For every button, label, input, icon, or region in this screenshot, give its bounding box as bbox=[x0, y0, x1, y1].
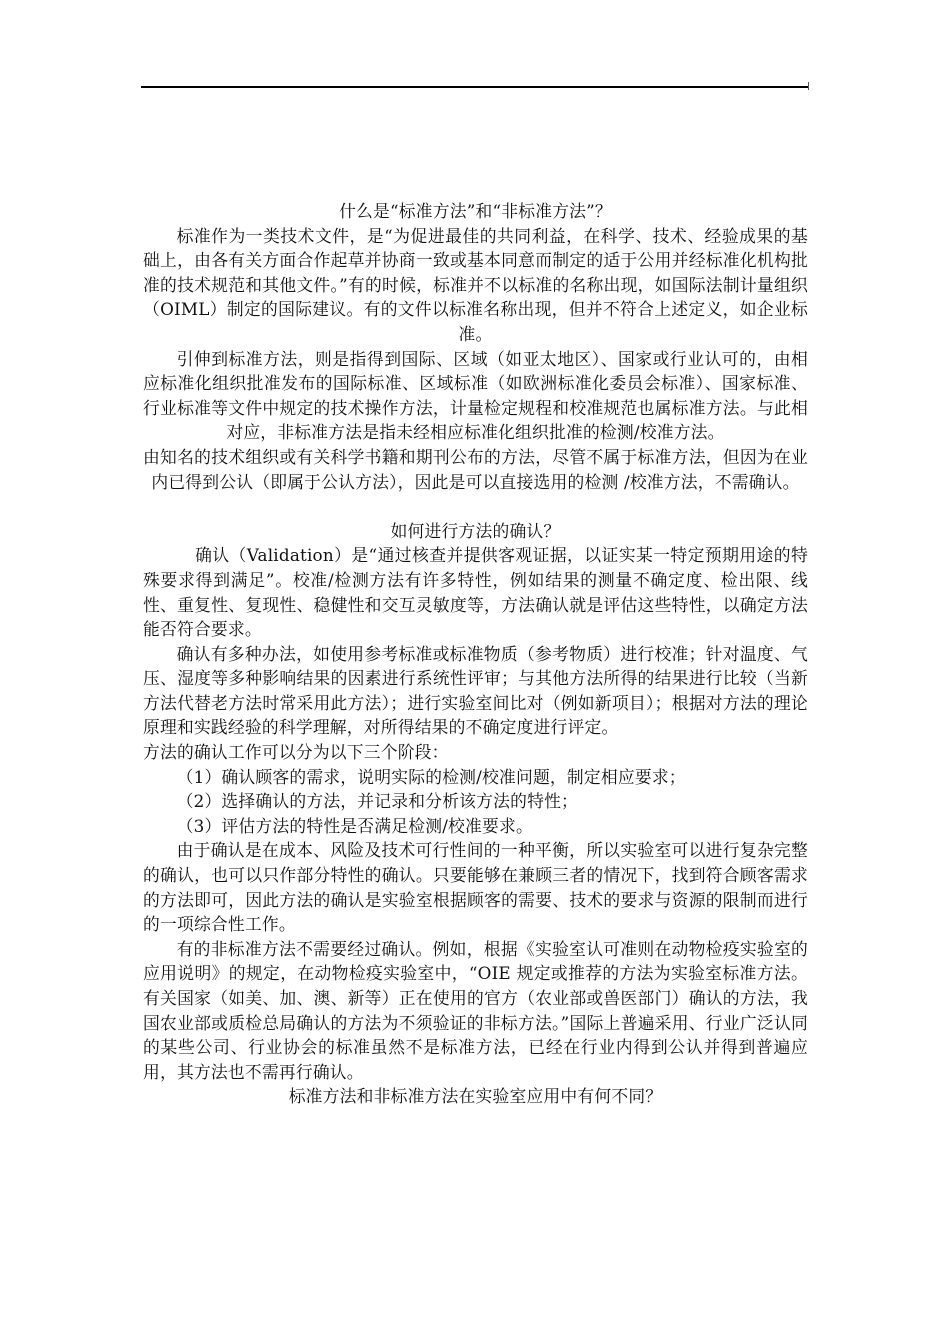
paragraph-nonstandard-no-validation: 有的非标准方法不需要经过确认。例如，根据《实验室认可准则在动物检疫实验室的应用说明》的规定，在动物检疫实验室中，“OIE 规定或推荐的方法为实验室标准方法。有关国家（如美、加、澳、新等）正在使用的官方（农业部或兽医部门）确认的方法，我国农业部或质检总局确认的方法为不须验证的非标方法。”国际上普遍采用、行业广泛认同的某些公司、行业协会的标准虽然不是标准方法，已经在行业内得到公认并得到普遍应用，其方法也不需再行确认。 bbox=[143, 938, 808, 1082]
blank-line bbox=[143, 494, 808, 519]
paragraph-validation-stages-intro: 方法的确认工作可以分为以下三个阶段： bbox=[143, 742, 449, 763]
paragraph-validation-definition: 确认（Validation）是“通过核查并提供客观证据，以证实某一特定预期用途的特殊要求得到满足”。校准/检测方法有许多特性，例如结果的测量不确定度、检出限、线性、重复性、复现性、稳健性和交互灵敏度等，方法确认就是评估这些特性，以确定方法能否符合要求。 bbox=[143, 545, 808, 640]
header-rule bbox=[141, 86, 808, 88]
paragraph-validation-balance: 由于确认是在成本、风险及技术可行性间的一种平衡，所以实验室可以进行复杂完整的确认，也可以只作部分特性的确认。只要能够在兼顾三者的情况下，找到符合顾客需求的方法即可，因此方法的确认是实验室根据顾客的需要、技术的要求与资源的限制而进行的一项综合性工作。 bbox=[143, 840, 808, 935]
paragraph-recognized-methods: 由知名的技术组织或有关科学书籍和期刊公布的方法，尽管不属于标准方法，但因为在业内已得到公认（即属于公认方法），因此是可以直接选用的检测 /校准方法，不需确认。 bbox=[143, 446, 808, 492]
list-item-stage-1: （1）确认顾客的需求，说明实际的检测/校准问题，制定相应要求； bbox=[176, 766, 686, 787]
document-body bbox=[143, 199, 808, 1109]
paragraph-standard-definition: 标准作为一类技术文件，是“为促进最佳的共同利益，在科学、技术、经验成果的基础上，由各有关方面合作起草并协商一致或基本同意而制定的适于公用并经标准化机构批准的技术规范和其他文件。”有的时候，标准并不以标准的名称出现，如国际法制计量组织（OIML）制定的国际建议。有的文件以标准名称出现，但并不符合上述定义，如企业标准。 bbox=[143, 225, 808, 344]
section-title-differences: 标准方法和非标准方法在实验室应用中有何不同？ bbox=[288, 1086, 663, 1107]
paragraph-validation-approaches: 确认有多种办法，如使用参考标准或标准物质（参考物质）进行校准；针对温度、气压、湿度等多种影响结果的因素进行系统性评审；与其他方法所得的结果进行比较（当新方法代替老方法时常采用此方法）；进行实验室间比对（例如新项目）；根据对方法的理论原理和实践经验的科学理解，对所得结果的不确定度进行评定。 bbox=[143, 643, 808, 738]
list-item-stage-3: （3）评估方法的特性是否满足检测/校准要求。 bbox=[176, 815, 533, 836]
section-title-standard-methods: 什么是“标准方法”和“非标准方法”？ bbox=[339, 201, 612, 221]
header-rule-tick bbox=[808, 82, 809, 90]
paragraph-standard-method-definition: 引伸到标准方法，则是指得到国际、区域（如亚太地区）、国家或行业认可的，由相应标准化组织批准发布的国际标准、区域标准（如欧洲标准化委员会标准）、国家标准、行业标准等文件中规定的技术操作方法，计量检定规程和校准规范也属标准方法。与此相对应，非标准方法是指未经相应标准化组织批准的检测/校准方法。 bbox=[143, 348, 808, 443]
section-title-validation: 如何进行方法的确认？ bbox=[390, 520, 561, 541]
list-item-stage-2: （2）选择确认的方法，并记录和分析该方法的特性； bbox=[176, 791, 579, 812]
